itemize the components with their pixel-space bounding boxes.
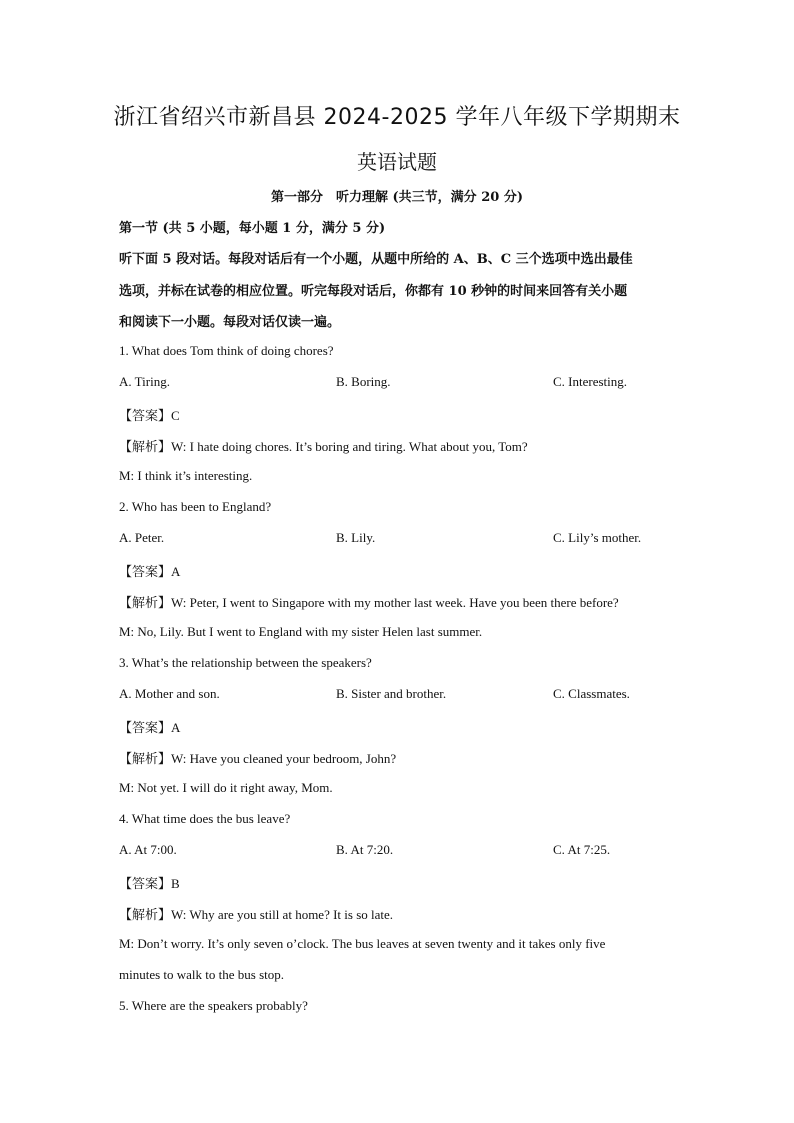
question-stem: 2. Who has been to England? <box>119 499 272 514</box>
option-b: B. Sister and brother. <box>336 686 447 701</box>
answer: 【答案】A <box>119 564 181 579</box>
question-stem: 3. What’s the relationship between the speakers? <box>119 655 372 670</box>
answer: 【答案】C <box>119 408 180 423</box>
option-a: A. At 7:00. <box>119 842 177 857</box>
option-b: B. At 7:20. <box>336 842 394 857</box>
section-heading: 第一节 (共 5 小题，每小题 1 分，满分 5 分) <box>119 221 386 236</box>
analysis-line: 【解析】W: Have you cleaned your bedroom, John? <box>119 751 397 766</box>
option-b: B. Lily. <box>336 530 376 545</box>
option-a: A. Peter. <box>119 530 165 545</box>
document-subtitle: 英语试题 <box>357 150 437 174</box>
document-title: 浙江省绍兴市新昌县 2024-2025 学年八年级下学期期末 <box>113 105 681 130</box>
option-c: C. At 7:25. <box>553 842 611 857</box>
option-c: C. Lily’s mother. <box>553 530 642 545</box>
option-c: C. Interesting. <box>553 374 628 389</box>
analysis-line: minutes to walk to the bus stop. <box>119 967 285 982</box>
instruction-line: 选项，并标在试卷的相应位置。听完每段对话后，你都有 10 秒钟的时间来回答有关小题 <box>119 284 628 299</box>
answer: 【答案】A <box>119 720 181 735</box>
analysis-line: 【解析】W: I hate doing chores. It’s boring and tiring. What about you, Tom? <box>119 439 528 454</box>
part-heading: 第一部分 听力理解 (共三节，满分 20 分) <box>271 190 523 205</box>
question-stem: 4. What time does the bus leave? <box>119 811 291 826</box>
option-a: A. Mother and son. <box>119 686 220 701</box>
instruction-line: 和阅读下一小题。每段对话仅读一遍。 <box>119 315 341 330</box>
option-c: C. Classmates. <box>553 686 630 701</box>
analysis-line: M: Don’t worry. It’s only seven o’clock. The bus leaves at seven twenty and it takes only five <box>119 936 606 951</box>
option-a: A. Tiring. <box>119 374 170 389</box>
instruction-line: 听下面 5 段对话。每段对话后有一个小题，从题中所给的 A、B、C 三个选项中选出最佳 <box>119 252 633 267</box>
analysis-line: M: No, Lily. But I went to England with my sister Helen last summer. <box>119 624 483 639</box>
analysis-line: M: I think it’s interesting. <box>119 468 253 483</box>
analysis-line: 【解析】W: Peter, I went to Singapore with my mother last week. Have you been there before? <box>119 595 619 610</box>
analysis-line: M: Not yet. I will do it right away, Mom. <box>119 780 333 795</box>
option-b: B. Boring. <box>336 374 391 389</box>
question-stem: 5. Where are the speakers probably? <box>119 998 308 1013</box>
analysis-line: 【解析】W: Why are you still at home? It is so late. <box>119 907 394 922</box>
question-stem: 1. What does Tom think of doing chores? <box>119 343 334 358</box>
answer: 【答案】B <box>119 876 180 891</box>
